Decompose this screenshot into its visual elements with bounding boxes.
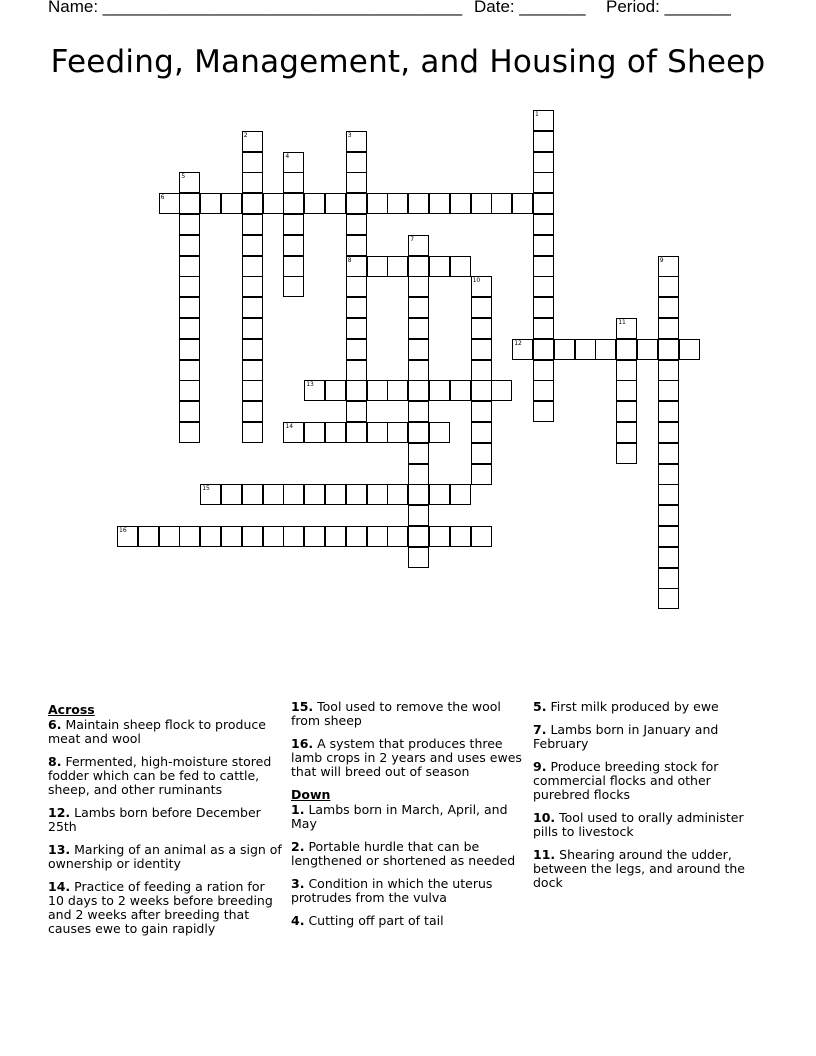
crossword-cell[interactable] — [346, 297, 367, 318]
crossword-cell[interactable] — [471, 526, 492, 547]
crossword-cell[interactable] — [408, 256, 429, 277]
crossword-cell[interactable] — [179, 172, 200, 193]
crossword-cell[interactable] — [179, 339, 200, 360]
crossword-cell[interactable] — [408, 297, 429, 318]
crossword-cell[interactable] — [346, 484, 367, 505]
crossword-cell[interactable] — [408, 380, 429, 401]
clue-text: Portable hurdle that can be lengthened or shortened as needed — [291, 839, 516, 868]
crossword-cell[interactable] — [367, 526, 388, 547]
page-title: Feeding, Management, and Housing of Sheep — [50, 44, 766, 80]
crossword-cell[interactable] — [283, 256, 304, 277]
cell-number: 14 — [285, 423, 294, 430]
crossword-cell[interactable] — [658, 422, 679, 443]
crossword-cell[interactable] — [159, 193, 180, 214]
across-heading: Across — [48, 702, 95, 717]
date-field-label[interactable]: Date: _______ — [474, 0, 586, 16]
crossword-cell[interactable] — [429, 256, 450, 277]
crossword-cell[interactable] — [179, 235, 200, 256]
clue-text: Fermented, high-moisture stored fodder which can be fed to cattle, sheep, and other ruminants — [48, 754, 272, 797]
clue-number: 9. — [533, 759, 547, 774]
crossword-cell[interactable] — [138, 526, 159, 547]
crossword-cell[interactable] — [533, 110, 554, 131]
clue-text: Lambs born in January and February — [533, 722, 719, 751]
crossword-cell[interactable] — [346, 422, 367, 443]
crossword-cell[interactable] — [658, 339, 679, 360]
clue-down-9 — [533, 760, 768, 802]
crossword-cell[interactable] — [471, 380, 492, 401]
crossword-cell[interactable] — [283, 172, 304, 193]
cell-number: 1 — [535, 111, 539, 118]
crossword-cell[interactable] — [471, 422, 492, 443]
crossword-cell[interactable] — [346, 380, 367, 401]
crossword-cell[interactable] — [387, 422, 408, 443]
clue-down-11 — [533, 848, 768, 890]
crossword-cell[interactable] — [346, 401, 367, 422]
crossword-cell[interactable] — [408, 547, 429, 568]
cell-number: 12 — [514, 339, 522, 347]
crossword-cell[interactable] — [346, 152, 367, 173]
crossword-cell[interactable] — [325, 193, 346, 214]
crossword-cell[interactable] — [367, 380, 388, 401]
crossword-cell[interactable] — [242, 360, 263, 381]
crossword-cell[interactable] — [242, 152, 263, 173]
clue-text: Cutting off part of tail — [308, 913, 444, 928]
crossword-cell[interactable] — [471, 193, 492, 214]
crossword-cell[interactable] — [471, 360, 492, 381]
crossword-cell[interactable] — [242, 131, 263, 152]
crossword-cell[interactable] — [179, 401, 200, 422]
clue-number: 16. — [291, 736, 314, 751]
crossword-cell[interactable] — [658, 568, 679, 589]
clues-column-1 — [48, 700, 283, 945]
clue-text: Condition in which the uterus protrudes from the vulva — [291, 876, 493, 905]
crossword-cell[interactable] — [512, 193, 533, 214]
crossword-cell[interactable] — [242, 193, 263, 214]
clue-text: Practice of feeding a ration for 10 days to 2 weeks before breeding and 2 weeks after breeding that causes ewe to gain rapidly — [48, 879, 273, 936]
crossword-cell[interactable] — [179, 422, 200, 443]
down-heading: Down — [291, 787, 331, 802]
crossword-cell[interactable] — [408, 401, 429, 422]
crossword-cell[interactable] — [325, 380, 346, 401]
crossword-cell[interactable] — [533, 193, 554, 214]
crossword-cell[interactable] — [263, 526, 284, 547]
crossword-cell[interactable] — [658, 256, 679, 277]
cell-number: 11 — [618, 319, 626, 326]
cell-number: 2 — [243, 131, 248, 139]
crossword-cell[interactable] — [658, 401, 679, 422]
crossword-cell[interactable] — [387, 484, 408, 505]
crossword-cell[interactable] — [346, 526, 367, 547]
crossword-cell[interactable] — [179, 380, 200, 401]
clue-across-12 — [48, 806, 283, 834]
crossword-cell[interactable] — [471, 318, 492, 339]
crossword-cell[interactable] — [408, 443, 429, 464]
clue-number: 8. — [48, 754, 62, 769]
cell-number: 9 — [659, 256, 664, 264]
crossword-cell[interactable] — [533, 339, 554, 360]
crossword-cell[interactable] — [616, 380, 637, 401]
crossword-cell[interactable] — [533, 172, 554, 193]
clue-number: 7. — [533, 722, 547, 737]
crossword-cell[interactable] — [533, 256, 554, 277]
crossword-cell[interactable] — [179, 256, 200, 277]
clue-number: 11. — [533, 847, 556, 862]
crossword-cell[interactable] — [367, 484, 388, 505]
clue-down-10 — [533, 811, 768, 839]
crossword-cell[interactable] — [263, 193, 284, 214]
crossword-cell[interactable] — [408, 360, 429, 381]
crossword-cell[interactable] — [658, 360, 679, 381]
crossword-cell[interactable] — [429, 526, 450, 547]
crossword-cell[interactable] — [179, 193, 200, 214]
crossword-cell[interactable] — [408, 193, 429, 214]
crossword-cell[interactable] — [658, 484, 679, 505]
clue-text: Maintain sheep flock to produce meat and wool — [48, 717, 266, 746]
clue-text: A system that produces three lamb crops in 2 years and uses ewes that will breed out of season — [291, 736, 522, 779]
crossword-cell[interactable] — [242, 484, 263, 505]
crossword-cell[interactable] — [325, 526, 346, 547]
crossword-cell[interactable] — [242, 339, 263, 360]
crossword-cell[interactable] — [408, 484, 429, 505]
clue-across-14 — [48, 880, 283, 936]
clue-down-3 — [291, 877, 526, 905]
crossword-cell[interactable] — [471, 443, 492, 464]
clue-number: 14. — [48, 879, 71, 894]
crossword-cell[interactable] — [450, 526, 471, 547]
crossword-cell[interactable] — [616, 443, 637, 464]
crossword-cell[interactable] — [179, 214, 200, 235]
clue-number: 12. — [48, 805, 71, 820]
crossword-cell[interactable] — [283, 193, 304, 214]
clue-across-15 — [291, 700, 526, 728]
crossword-cell[interactable] — [408, 318, 429, 339]
cell-number: 5 — [181, 173, 186, 181]
crossword-cell[interactable] — [263, 484, 284, 505]
cell-number: 4 — [285, 152, 290, 160]
crossword-cell[interactable] — [429, 422, 450, 443]
clue-across-13 — [48, 843, 283, 871]
crossword-cell[interactable] — [616, 422, 637, 443]
crossword-cell[interactable] — [242, 318, 263, 339]
crossword-cell[interactable] — [471, 339, 492, 360]
crossword-cell[interactable] — [242, 172, 263, 193]
clue-number: 2. — [291, 839, 305, 854]
crossword-cell[interactable] — [200, 484, 221, 505]
clue-text: Tool used to orally administer pills to livestock — [533, 810, 744, 839]
crossword-cell[interactable] — [450, 193, 471, 214]
clue-number: 13. — [48, 842, 71, 857]
crossword-cell[interactable] — [491, 193, 512, 214]
crossword-cell[interactable] — [533, 297, 554, 318]
crossword-cell[interactable] — [658, 464, 679, 485]
crossword-cell[interactable] — [658, 297, 679, 318]
clue-text: First milk produced by ewe — [550, 699, 719, 714]
clue-text: Produce breeding stock for commercial flocks and other purebred flocks — [533, 759, 719, 802]
crossword-cell[interactable] — [387, 380, 408, 401]
crossword-cell[interactable] — [658, 276, 679, 297]
crossword-cell[interactable] — [304, 193, 325, 214]
crossword-cell[interactable] — [283, 276, 304, 297]
crossword-cell[interactable] — [242, 276, 263, 297]
crossword-cell[interactable] — [346, 193, 367, 214]
crossword-cell[interactable] — [658, 380, 679, 401]
crossword-cell[interactable] — [346, 276, 367, 297]
crossword-cell[interactable] — [616, 401, 637, 422]
crossword-cell[interactable] — [346, 214, 367, 235]
cell-number: 6 — [160, 194, 165, 202]
crossword-cell[interactable] — [429, 193, 450, 214]
crossword-cell[interactable] — [450, 380, 471, 401]
crossword-cell[interactable] — [200, 526, 221, 547]
crossword-cell[interactable] — [450, 256, 471, 277]
crossword-cell[interactable] — [387, 193, 408, 214]
cell-number: 7 — [410, 235, 415, 243]
crossword-cell[interactable] — [471, 401, 492, 422]
cell-number: 13 — [306, 381, 314, 389]
crossword-cell[interactable] — [346, 172, 367, 193]
crossword-cell[interactable] — [179, 297, 200, 318]
crossword-cell[interactable] — [408, 276, 429, 297]
cell-number: 10 — [472, 277, 481, 285]
crossword-cell[interactable] — [304, 422, 325, 443]
crossword-cell[interactable] — [242, 526, 263, 547]
clue-text: Lambs born in March, April, and May — [291, 802, 508, 831]
crossword-cell[interactable] — [471, 276, 492, 297]
crossword-cell[interactable] — [367, 256, 388, 277]
crossword-cell[interactable] — [200, 193, 221, 214]
clue-down-7 — [533, 723, 768, 751]
clue-number: 4. — [291, 913, 305, 928]
clue-number: 1. — [291, 802, 305, 817]
clue-text: Shearing around the udder, between the legs, and around the dock — [533, 847, 745, 890]
cell-number: 15 — [202, 485, 210, 493]
crossword-cell[interactable] — [512, 339, 533, 360]
crossword-cell[interactable] — [408, 505, 429, 526]
clue-down-2 — [291, 840, 526, 868]
crossword-cell[interactable] — [471, 464, 492, 485]
crossword-cell[interactable] — [533, 318, 554, 339]
clue-down-4 — [291, 914, 526, 928]
clue-across-8 — [48, 755, 283, 797]
clue-across-6 — [48, 718, 283, 746]
crossword-cell[interactable] — [283, 152, 304, 173]
clue-number: 10. — [533, 810, 556, 825]
cell-number: 3 — [347, 131, 352, 139]
clue-text: Tool used to remove the wool from sheep — [291, 699, 501, 728]
crossword-cell[interactable] — [283, 235, 304, 256]
crossword-cell[interactable] — [533, 131, 554, 152]
clues-column-3 — [533, 700, 768, 899]
crossword-cell[interactable] — [283, 526, 304, 547]
crossword-cell[interactable] — [408, 339, 429, 360]
clue-down-1 — [291, 803, 526, 831]
crossword-cell[interactable] — [242, 256, 263, 277]
crossword-cell[interactable] — [658, 505, 679, 526]
crossword-cell[interactable] — [346, 360, 367, 381]
crossword-cell[interactable] — [325, 422, 346, 443]
crossword-cell[interactable] — [429, 484, 450, 505]
crossword-cell[interactable] — [159, 526, 180, 547]
crossword-cell[interactable] — [242, 422, 263, 443]
crossword-cell[interactable] — [283, 214, 304, 235]
clue-across-16 — [291, 737, 526, 779]
crossword-cell[interactable] — [533, 214, 554, 235]
crossword-cell[interactable] — [533, 152, 554, 173]
crossword-cell[interactable] — [179, 318, 200, 339]
crossword-cell[interactable] — [346, 235, 367, 256]
crossword-cell[interactable] — [242, 297, 263, 318]
clue-down-5 — [533, 700, 768, 714]
clue-number: 5. — [533, 699, 547, 714]
crossword-cell[interactable] — [346, 339, 367, 360]
crossword-cell[interactable] — [367, 422, 388, 443]
crossword-cell[interactable] — [637, 339, 658, 360]
crossword-cell[interactable] — [304, 526, 325, 547]
crossword-cell[interactable] — [408, 464, 429, 485]
crossword-cell[interactable] — [179, 276, 200, 297]
crossword-cell[interactable] — [346, 318, 367, 339]
crossword-cell[interactable] — [221, 193, 242, 214]
name-field-label[interactable]: Name: ______________________________________ — [48, 0, 463, 16]
clue-text: Marking of an animal as a sign of ownership or identity — [48, 842, 282, 871]
crossword-cell[interactable] — [429, 380, 450, 401]
crossword-cell[interactable] — [242, 401, 263, 422]
clue-number: 3. — [291, 876, 305, 891]
clue-number: 15. — [291, 699, 314, 714]
clues-column-2 — [291, 700, 526, 937]
crossword-cell[interactable] — [554, 339, 575, 360]
crossword-cell[interactable] — [304, 484, 325, 505]
crossword-cell[interactable] — [533, 276, 554, 297]
crossword-cell[interactable] — [533, 401, 554, 422]
crossword-cell[interactable] — [408, 422, 429, 443]
crossword-cell[interactable] — [367, 193, 388, 214]
crossword-cell[interactable] — [616, 360, 637, 381]
crossword-cell[interactable] — [221, 484, 242, 505]
crossword-cell[interactable] — [658, 547, 679, 568]
crossword-cell[interactable] — [242, 214, 263, 235]
crossword-cell[interactable] — [346, 131, 367, 152]
crossword-cell[interactable] — [283, 484, 304, 505]
crossword-cell[interactable] — [450, 484, 471, 505]
cell-number: 16 — [119, 527, 127, 534]
crossword-cell[interactable] — [533, 380, 554, 401]
period-field-label[interactable]: Period: _______ — [606, 0, 731, 16]
crossword-cell[interactable] — [283, 422, 304, 443]
crossword-cell[interactable] — [117, 526, 138, 547]
crossword-cell[interactable] — [533, 235, 554, 256]
crossword-cell[interactable] — [616, 339, 637, 360]
clue-number: 6. — [48, 717, 62, 732]
crossword-cell[interactable] — [242, 380, 263, 401]
crossword-cell[interactable] — [179, 360, 200, 381]
crossword-cell[interactable] — [658, 318, 679, 339]
crossword-cell[interactable] — [325, 484, 346, 505]
crossword-cell[interactable] — [408, 235, 429, 256]
crossword-cell[interactable] — [491, 380, 512, 401]
crossword-cell[interactable] — [387, 256, 408, 277]
crossword-cell[interactable] — [595, 339, 616, 360]
clue-text: Lambs born before December 25th — [48, 805, 261, 834]
crossword-cell[interactable] — [616, 318, 637, 339]
crossword-cell[interactable] — [533, 360, 554, 381]
crossword-cell[interactable] — [658, 443, 679, 464]
crossword-cell[interactable] — [387, 526, 408, 547]
crossword-cell[interactable] — [679, 339, 700, 360]
crossword-cell[interactable] — [346, 256, 367, 277]
crossword-cell[interactable] — [179, 526, 200, 547]
crossword-cell[interactable] — [658, 588, 679, 609]
crossword-cell[interactable] — [471, 297, 492, 318]
cell-number: 8 — [347, 256, 352, 264]
crossword-cell[interactable] — [408, 526, 429, 547]
crossword-cell[interactable] — [221, 526, 242, 547]
crossword-cell[interactable] — [658, 526, 679, 547]
crossword-cell[interactable] — [575, 339, 596, 360]
crossword-cell[interactable] — [304, 380, 325, 401]
crossword-cell[interactable] — [242, 235, 263, 256]
